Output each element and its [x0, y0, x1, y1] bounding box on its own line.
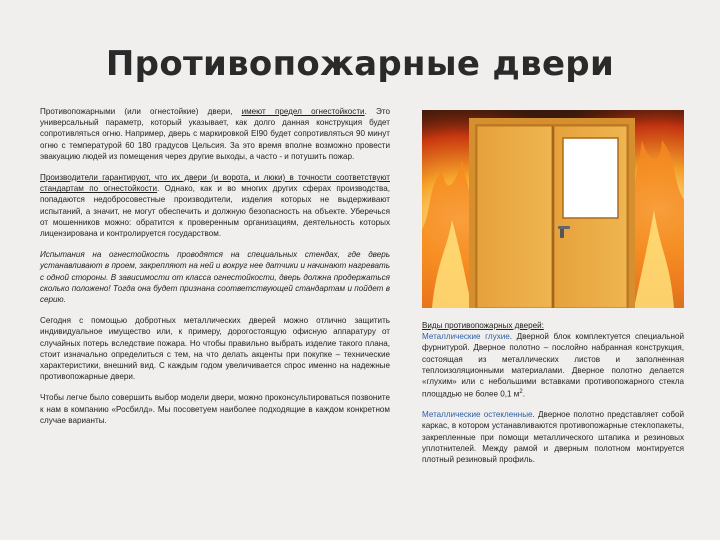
manufacturers-text: . Однако, как и во многих других сферах производства, попадаются недобросовестные производители, изделия которых не выдерживают испытаний, а значит, не могут обеспечить и должную безопасность на объекте. Уберечься от мошенников можно: обратится к проверенным организациям, деятельность которых лицензирована и контролируется государством.	[40, 184, 391, 239]
door-type-solid-text: . Дверной блок комплектуется специальной фурнитурой. Дверное полотно – послойно набранная конструкция, состоящая из металлических листов и заполненная теплоизоляционными материалами. Дверное полотно делается «глухим» или с небольшими вставками противопожарного стекла площадью не более 0,1 м	[422, 332, 684, 399]
door-type-solid	[422, 331, 684, 400]
paragraph-today: Сегодня с помощью добротных металлических дверей можно отлично защитить индивидуальное имущество или, к примеру, дорогостоящую офисную аппаратуру от случайных потерь вследствие пожара. Но чтобы правильно выбрать изделие такого плана, стоит изначально определиться с тем, на что делать акценты при покупке – технические характеристики, внешний вид. С каждым годом увеличивается спрос именно на надежные противопожарные двери.	[40, 316, 390, 382]
paragraph-intro	[40, 106, 390, 162]
intro-text: Противопожарными (или огнестойкие) двери,	[40, 107, 242, 116]
door-type-glazed-text: . Дверное полотно представляет собой каркас, в котором устанавливаются противопожарные стеклопакеты, закрепленные при помощи металлического штапика и резиновых уплотнителей. Между рамой и дверным полотном монтируется плотный резиновый профиль.	[422, 410, 684, 464]
paragraph-testing: Испытания на огнестойкость проводятся на специальных стендах, где дверь устанавливают в проем, закрепляют на ней и вокруг нее датчики и начинают нагревать с одной стороны. В зависимости от класса огнестойкости, дверь должна продержаться сколько положено! Тогда она будет признана соответствующей стандартам и пойдет в серию.	[40, 250, 390, 305]
paragraph-consult: Чтобы легче было совершить выбор модели двери, можно проконсультироваться позвоните к нам в компанию «Росбилд». Мы посоветуем наиболее подходящие в каждом конкретном случае варианты.	[40, 393, 390, 425]
fire-resistance-link[interactable]: имеют предел огнестойкости	[241, 107, 365, 116]
door-type-solid-end: .	[522, 389, 525, 399]
door-type-solid-name: Металлические глухие	[422, 332, 510, 342]
superscript: 2	[519, 389, 523, 396]
door-type-glazed-name: Металлические остекленные	[422, 410, 533, 420]
left-column	[40, 106, 390, 436]
door-types-heading: Виды противопожарных дверей:	[422, 321, 544, 330]
page-title: Противопожарные двери	[105, 44, 615, 84]
fire-door-illustration	[422, 110, 684, 308]
paragraph-manufacturers	[40, 172, 390, 239]
intro-text-cont: . Это универсальный параметр, который указывает, как долго данная конструкция будет сопротивляться огню. Например, дверь с маркировкой EI90 будет сопротивляться 90 минут огню с температурой 60 180 градусов Цельсия. За это время вполне возможно провести эвакуацию людей из помещения через другие выходы, а часто - и потушить пожар.	[40, 107, 390, 161]
right-column	[422, 320, 684, 474]
door-type-glazed	[422, 409, 684, 465]
standards-link[interactable]: Производители гарантируют, что их двери (и ворота, и люки) в точности соответствуют стандартам по огнестойкости	[40, 173, 390, 194]
fire-door-photo	[422, 110, 684, 308]
